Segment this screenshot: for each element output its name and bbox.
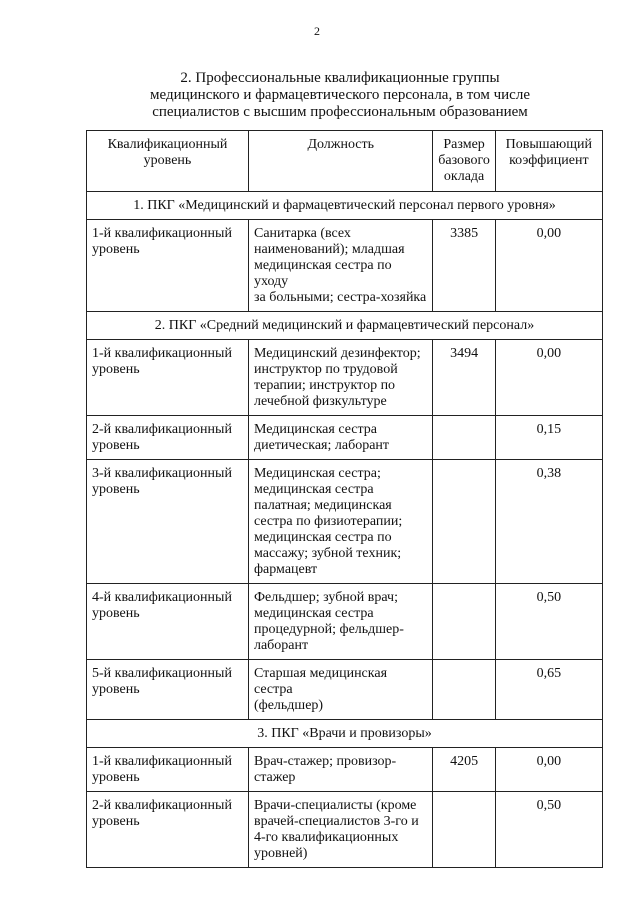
header-line: Повышающий: [505, 137, 593, 152]
qualification-table: [86, 130, 603, 868]
cell-line: уровень: [92, 770, 140, 785]
cell-line: фармацевт: [253, 562, 318, 577]
position-cell: [248, 584, 433, 660]
coefficient-cell: 0,50: [495, 792, 602, 868]
cell-line: диетическая; лаборант: [253, 438, 390, 453]
cell-line: уровень: [92, 682, 140, 697]
cell-line: процедурной; фельдшер-: [253, 622, 404, 637]
coefficient-cell: 0,00: [495, 340, 602, 416]
heading-line: медицинского и фармацевтического персонала, в том числе: [150, 87, 530, 103]
section-heading: [80, 70, 600, 121]
heading-line: специалистов с высшим профессиональным образованием: [152, 104, 528, 120]
cell-line: Фельдшер; зубной врач;: [253, 590, 398, 605]
header-position: [248, 131, 433, 192]
cell-line: 4-го квалификационных: [253, 830, 399, 845]
cell-line: палатная; медицинская: [253, 498, 392, 513]
cell-line: медицинская сестра по уходу: [253, 258, 392, 289]
qualification-level-cell: [87, 460, 249, 584]
position-cell: [248, 792, 433, 868]
table-row: [87, 416, 603, 460]
group-row: [87, 192, 603, 220]
cell-line: уровень: [92, 362, 140, 377]
qualification-level-cell: [87, 660, 249, 720]
cell-line: 1-й квалификационный: [92, 754, 232, 769]
table-row: [87, 584, 603, 660]
table-row: [87, 792, 603, 868]
qualification-level-cell: [87, 584, 249, 660]
position-cell: [248, 460, 433, 584]
cell-line: 4-й квалификационный: [92, 590, 232, 605]
page-number: 2: [314, 24, 320, 38]
cell-line: Врач-стажер; провизор-: [253, 754, 397, 769]
cell-line: массажу; зубной техник;: [253, 546, 402, 561]
cell-line: врачей-специалистов 3-го и: [253, 814, 419, 829]
cell-line: уровень: [92, 438, 140, 453]
position-cell: [248, 660, 433, 720]
cell-line: уровень: [92, 242, 140, 257]
coefficient-cell: 0,38: [495, 460, 602, 584]
salary-cell: [433, 460, 495, 584]
table-row: [87, 748, 603, 792]
cell-line: 1-й квалификационный: [92, 226, 232, 241]
header-line: Должность: [307, 137, 375, 152]
header-line: уровень: [143, 153, 192, 168]
cell-line: медицинская сестра: [253, 482, 374, 497]
table-row: [87, 220, 603, 312]
cell-line: сестра по физиотерапии;: [253, 514, 403, 529]
qualification-level-cell: [87, 748, 249, 792]
salary-cell: [433, 416, 495, 460]
cell-line: 1-й квалификационный: [92, 346, 232, 361]
coefficient-cell: 0,65: [495, 660, 602, 720]
position-cell: [248, 748, 433, 792]
cell-line: наименований); младшая: [253, 242, 405, 257]
group-row: [87, 312, 603, 340]
salary-cell: [433, 792, 495, 868]
cell-line: терапии; инструктор по: [253, 378, 396, 393]
table-row: [87, 460, 603, 584]
salary-cell: [433, 584, 495, 660]
cell-line: 2-й квалификационный: [92, 798, 232, 813]
cell-line: уровень: [92, 482, 140, 497]
table-row: [87, 340, 603, 416]
coefficient-cell: 0,15: [495, 416, 602, 460]
salary-cell: 4205: [433, 748, 495, 792]
cell-line: Врачи-специалисты (кроме: [253, 798, 417, 813]
cell-line: Медицинский дезинфектор;: [253, 346, 421, 361]
group-title: 2. ПКГ «Средний медицинский и фармацевтический персонал»: [87, 312, 603, 340]
cell-line: уровней): [253, 846, 308, 861]
header-coefficient: [495, 131, 602, 192]
cell-line: Медицинская сестра;: [253, 466, 381, 481]
group-row: [87, 720, 603, 748]
cell-line: 5-й квалификационный: [92, 666, 232, 681]
cell-line: Старшая медицинская сестра: [253, 666, 388, 697]
salary-cell: 3494: [433, 340, 495, 416]
cell-line: 2-й квалификационный: [92, 422, 232, 437]
group-title: 3. ПКГ «Врачи и провизоры»: [87, 720, 603, 748]
cell-line: медицинская сестра по: [253, 530, 392, 545]
cell-line: за больными; сестра-хозяйка: [253, 290, 427, 305]
header-line: базового: [438, 153, 490, 168]
header-line: коэффициент: [509, 153, 589, 168]
header-salary: [433, 131, 495, 192]
cell-line: 3-й квалификационный: [92, 466, 232, 481]
header-level: [87, 131, 249, 192]
table-body: [87, 192, 603, 868]
cell-line: Санитарка (всех: [253, 226, 351, 241]
position-cell: [248, 416, 433, 460]
cell-line: уровень: [92, 606, 140, 621]
cell-line: медицинская сестра: [253, 606, 374, 621]
cell-line: стажер: [253, 770, 296, 785]
salary-cell: [433, 660, 495, 720]
table-row: [87, 660, 603, 720]
cell-line: Медицинская сестра: [253, 422, 377, 437]
cell-line: лаборант: [253, 638, 309, 653]
cell-line: инструктор по трудовой: [253, 362, 398, 377]
coefficient-cell: 0,50: [495, 584, 602, 660]
qualification-level-cell: [87, 220, 249, 312]
position-cell: [248, 220, 433, 312]
coefficient-cell: 0,00: [495, 748, 602, 792]
cell-line: (фельдшер): [253, 698, 324, 713]
qualification-level-cell: [87, 416, 249, 460]
cell-line: лечебной физкультуре: [253, 394, 387, 409]
heading-line: 2. Профессиональные квалификационные группы: [180, 70, 500, 86]
header-line: Размер: [443, 137, 485, 152]
salary-cell: 3385: [433, 220, 495, 312]
group-title: 1. ПКГ «Медицинский и фармацевтический персонал первого уровня»: [87, 192, 603, 220]
coefficient-cell: 0,00: [495, 220, 602, 312]
header-line: Квалификационный: [107, 137, 228, 152]
cell-line: уровень: [92, 814, 140, 829]
position-cell: [248, 340, 433, 416]
table-header-row: [87, 131, 603, 192]
qualification-level-cell: [87, 340, 249, 416]
qualification-level-cell: [87, 792, 249, 868]
header-line: оклада: [443, 169, 485, 184]
